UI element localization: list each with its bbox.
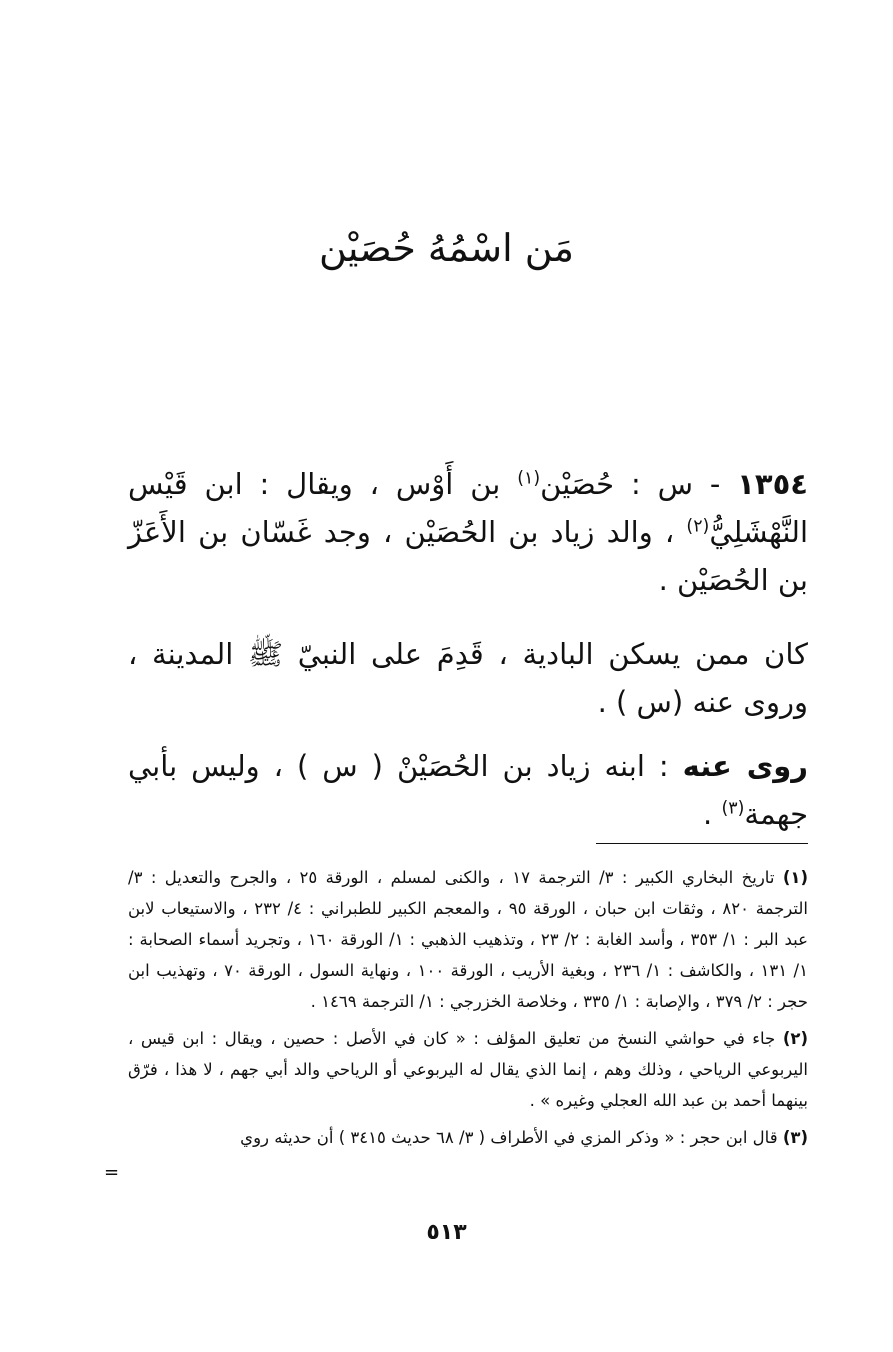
footnote-number: (١) [782, 868, 808, 887]
page-number: ٥١٣ [426, 1220, 467, 1245]
entry-number: ١٣٥٤ [737, 467, 808, 501]
narrators-paragraph [128, 742, 808, 838]
narrators-end: . [703, 797, 722, 831]
entry-text-part-1: - س : حُصَيْن [540, 467, 738, 501]
entry-text-part-2: بن أَوْس ، ويقال : ابن قَيْس النَّهْشَلِيُّ [128, 467, 808, 549]
chapter-title: مَن اسْمُهُ حُصَيْن [318, 226, 574, 270]
footnote-2 [128, 1023, 808, 1116]
footnote-1 [128, 862, 808, 1017]
footnote-separator [596, 843, 808, 844]
footnote-number: (٢) [782, 1029, 808, 1048]
footnote-3 [128, 1122, 808, 1153]
entry-text-part-3: ، والد زياد بن الحُصَيْن ، وجد غَسّان بن الأَعَزّ بن الحُصَيْن . [128, 515, 808, 597]
footnote-number: (٣) [782, 1128, 808, 1147]
narrators-lead: روى عنه [682, 749, 808, 783]
footnote-ref-2: (٢) [686, 516, 710, 537]
footnotes [128, 862, 808, 1159]
biography-paragraph [128, 630, 808, 726]
continuation-mark: = [104, 1162, 120, 1183]
narrators-text: : ابنه زياد بن الحُصَيْنْ ( س ) ، وليس بأبي جهمة [128, 749, 808, 831]
entry-paragraph [128, 460, 808, 604]
footnote-text: تاريخ البخاري الكبير : ٣/ الترجمة ١٧ ، والكنى لمسلم ، الورقة ٢٥ ، والجرح والتعديل : ٣/ الترجمة ٨٢٠ ، وثقات ابن حبان ، الورقة ٩٥ ، والمعجم الكبير للطبراني : ٤/ ٢٣٢ ، والاستيعاب لابن عبد البر : ١/ ٣٥٣ ، وأسد الغابة : ٢/ ٢٣ ، وتذهيب الذهبي : ١/ الورقة ١٦٠ ، وتجريد أسماء الصحابة : ١/ ١٣١ ، والكاشف : ١/ ٢٣٦ ، وبغية الأريب ، الورقة ١٠٠ ، ونهاية السول ، الورقة ٧٠ ، وتهذيب ابن حجر : ٢/ ٣٧٩ ، والإصابة : ١/ ٣٣٥ ، وخلاصة الخزرجي : ١/ الترجمة ١٤٦٩ . [128, 868, 809, 1011]
footnote-text: جاء في حواشي النسخ من تعليق المؤلف : « كان في الأصل : حصين ، ويقال : ابن قيس ، اليربوعي الرياحي ، وذلك وهم ، إنما الذي يقال له اليربوعي أو الرياحي والد أبي جهم ، لا هذا ، فرّق بينهما أحمد بن عبد الله العجلي وغيره » . [128, 1029, 808, 1110]
biography-text: كان ممن يسكن البادية ، قَدِمَ على النبيّ ﷺ المدينة ، وروى عنه (س ) . [128, 637, 808, 719]
footnote-ref-3: (٣) [721, 798, 745, 819]
footnote-text: قال ابن حجر : « وذكر المزي في الأطراف ( ٣/ ٦٨ حديث ٣٤١٥ ) أن حديثه روي [240, 1128, 783, 1147]
footnote-ref-1: (١) [517, 468, 541, 489]
